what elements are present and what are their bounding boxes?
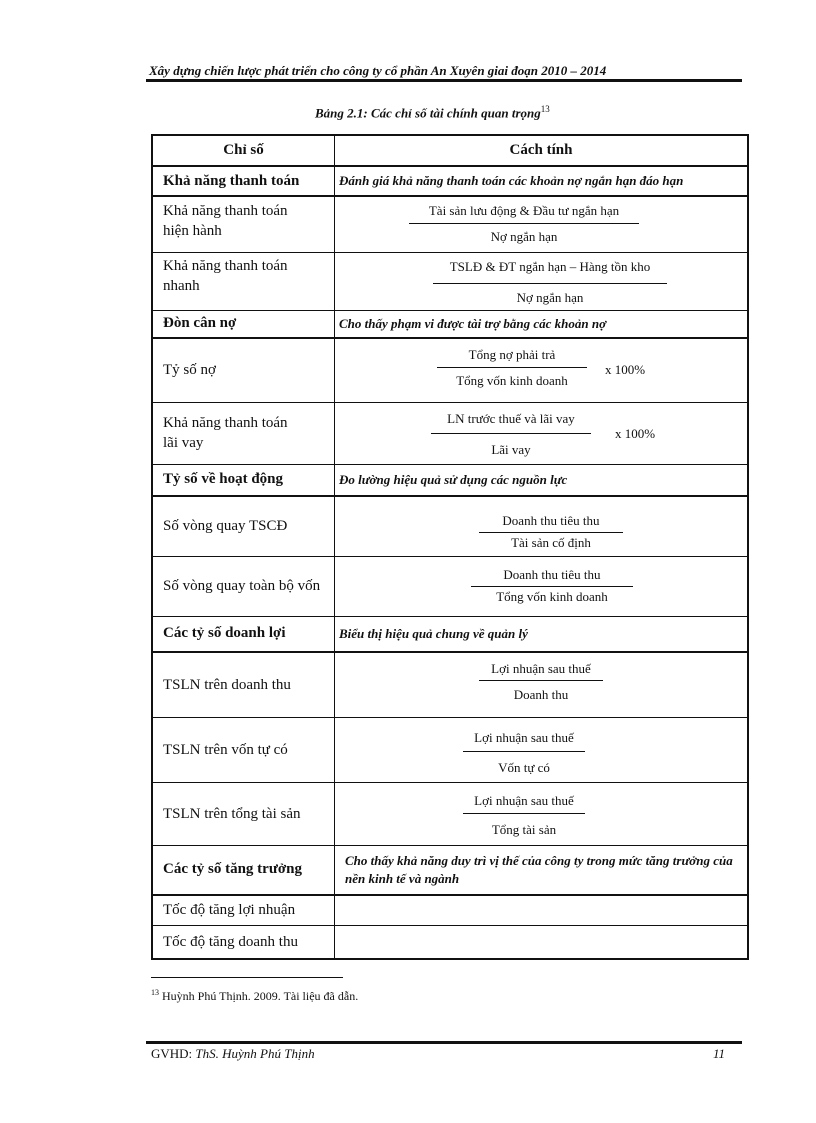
fraction-denominator: Nợ ngắn hạn [490, 229, 558, 244]
caption-footnote-ref: 13 [540, 104, 550, 114]
formula-fraction [409, 203, 639, 245]
ratio-name: Số vòng quay toàn bộ vốn [152, 556, 335, 616]
fraction-bar [431, 433, 591, 434]
ratio-name: Tỷ số nợ [152, 338, 335, 402]
fraction-denominator: Tổng vốn kinh doanh [496, 588, 608, 604]
formula-cell [335, 717, 749, 782]
multiplier: x 100% [605, 362, 646, 377]
fraction-bar [433, 283, 667, 284]
fraction-bar [463, 751, 585, 752]
footer-supervisor [151, 1046, 315, 1062]
section-description: Cho thấy phạm vi được tài trợ bằng các khoản nợ [335, 310, 749, 338]
formula-cell [335, 196, 749, 252]
fraction-numerator: Doanh thu tiêu thu [503, 566, 601, 582]
fraction-numerator: Lợi nhuận sau thuế [474, 792, 574, 808]
ratio-row-return-on-sales [152, 652, 748, 717]
column-header-formula: Cách tính [335, 135, 749, 166]
ratio-row-profit-growth [152, 895, 748, 925]
ratio-row-revenue-growth [152, 925, 748, 959]
ratio-name: TSLN trên doanh thu [152, 652, 335, 717]
footnote-rule [151, 977, 343, 978]
ratio-name: TSLN trên vốn tự có [152, 717, 335, 782]
fraction-denominator: Doanh thu [513, 687, 569, 702]
formula-cell [335, 402, 749, 464]
fraction-bar [471, 586, 633, 587]
footnote [151, 988, 358, 1004]
formula-cell [335, 652, 749, 717]
section-description: Biểu thị hiệu quả chung về quản lý [335, 616, 749, 652]
formula-cell-empty [335, 895, 749, 925]
fraction-denominator: Tài sản cố định [511, 535, 591, 550]
section-description: Đo lường hiệu quả sử dụng các nguồn lực [335, 464, 749, 496]
formula-cell [335, 252, 749, 310]
ratio-name: TSLN trên tổng tài sản [152, 782, 335, 845]
footer-label: GVHD: [151, 1046, 196, 1061]
multiplier: x 100% [615, 425, 656, 441]
fraction-bar [437, 367, 587, 368]
fraction-numerator: Doanh thu tiêu thu [502, 513, 600, 528]
fraction-numerator: Lợi nhuận sau thuế [474, 729, 574, 745]
running-header-title: Xây dựng chiến lược phát triển cho công ty cổ phần An Xuyên giai đoạn 2010 – 2014 [149, 63, 607, 78]
header-rule [146, 79, 742, 82]
section-row-growth [152, 845, 748, 895]
formula-fraction [433, 259, 667, 306]
ratio-name: Tốc độ tăng doanh thu [152, 925, 335, 959]
ratio-row-debt [152, 338, 748, 402]
footnote-ref: 13 [151, 988, 159, 997]
formula-cell [335, 338, 749, 402]
formula-cell-empty [335, 925, 749, 959]
fraction-bar [463, 813, 585, 814]
formula-fraction [463, 730, 585, 776]
formula-fraction [479, 661, 603, 703]
section-row-activity [152, 464, 748, 496]
financial-ratios-table [151, 134, 749, 960]
formula-fraction [437, 347, 587, 389]
section-name: Tỷ số về hoạt động [152, 464, 335, 496]
section-row-liquidity [152, 166, 748, 196]
ratio-name: Tốc độ tăng lợi nhuận [152, 895, 335, 925]
fraction-denominator: Tổng tài sản [491, 821, 557, 837]
formula-fraction [479, 513, 623, 551]
table-caption-text: Bảng 2.1: Các chỉ số tài chính quan trọng [315, 105, 541, 121]
table-caption [315, 104, 550, 121]
ratio-name: Khả năng thanh toán hiện hành [152, 196, 335, 252]
formula-fraction [431, 411, 591, 458]
section-name: Khả năng thanh toán [152, 166, 335, 196]
ratio-row-fixed-asset-turnover [152, 496, 748, 556]
fraction-numerator: TSLĐ & ĐT ngắn hạn – Hàng tồn kho [449, 258, 651, 274]
page-number: 11 [713, 1046, 726, 1061]
section-name: Các tỷ số doanh lợi [152, 616, 335, 652]
ratio-name: Số vòng quay TSCĐ [152, 496, 335, 556]
section-description: Đánh giá khả năng thanh toán các khoản nợ ngắn hạn đáo hạn [335, 166, 749, 196]
fraction-denominator: Vốn tự có [498, 759, 550, 775]
footer-supervisor-name: ThS. Huỳnh Phú Thịnh [195, 1046, 315, 1061]
footer-rule [146, 1041, 742, 1044]
fraction-numerator: LN trước thuế và lãi vay [447, 410, 575, 426]
fraction-numerator: Tổng nợ phải trả [468, 347, 556, 362]
ratio-row-capital-turnover [152, 556, 748, 616]
fraction-numerator: Lợi nhuận sau thuế [491, 661, 591, 676]
ratio-row-return-on-assets [152, 782, 748, 845]
fraction-bar [479, 680, 603, 681]
footnote-text: Huỳnh Phú Thịnh. 2009. Tài liệu đã dẫn. [159, 989, 359, 1003]
section-name: Đòn cân nợ [152, 310, 335, 338]
column-header-indicator: Chỉ số [152, 135, 335, 166]
fraction-bar [409, 223, 639, 224]
ratio-row-current [152, 196, 748, 252]
section-row-leverage [152, 310, 748, 338]
ratio-name: Khả năng thanh toán lãi vay [152, 402, 335, 464]
fraction-denominator: Nợ ngắn hạn [516, 289, 584, 305]
formula-fraction [463, 793, 585, 838]
fraction-denominator: Tổng vốn kinh doanh [456, 373, 568, 388]
formula-cell [335, 496, 749, 556]
fraction-denominator: Lãi vay [491, 441, 531, 457]
fraction-bar [479, 532, 623, 533]
formula-cell [335, 782, 749, 845]
formula-fraction [471, 567, 633, 605]
section-row-profitability [152, 616, 748, 652]
section-name: Các tỷ số tăng trưởng [152, 845, 335, 895]
ratio-row-interest-coverage [152, 402, 748, 464]
section-description: Cho thấy khả năng duy trì vị thế của công ty trong mức tăng trưởng của nền kinh tế và ngành [335, 845, 749, 895]
ratio-row-quick [152, 252, 748, 310]
fraction-numerator: Tài sản lưu động & Đầu tư ngắn hạn [428, 203, 620, 218]
ratio-row-return-on-equity [152, 717, 748, 782]
ratio-name: Khả năng thanh toán nhanh [152, 252, 335, 310]
formula-cell [335, 556, 749, 616]
